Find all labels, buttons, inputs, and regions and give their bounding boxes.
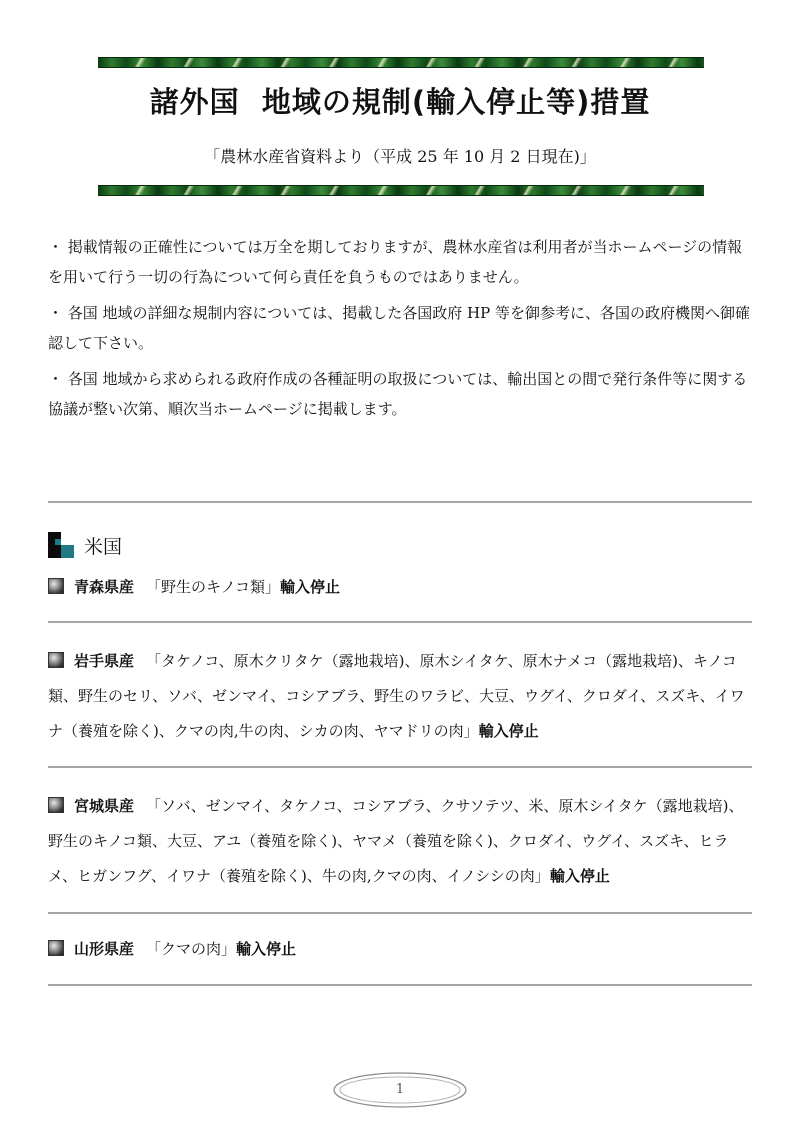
entry-divider: [48, 984, 752, 986]
square-block-icon: [48, 532, 74, 558]
entry-divider: [48, 912, 752, 914]
prefecture-status: 輸入停止: [549, 867, 610, 885]
notice-item: ・ 掲載情報の正確性については万全を期しておりますが、農林水産省は利用者が当ホームページの情報を用いて行う一切の行為について何ら責任を負うものではありません。: [48, 238, 743, 286]
square-bullet-icon: [48, 578, 64, 594]
decorative-bar-bottom: [98, 185, 704, 196]
notice-item: ・ 各国 地域から求められる政府作成の各種証明の取扱については、輸出国との間で発行条件等に関する協議が整い次第、順次当ホームページに掲載します。: [48, 370, 748, 418]
page-number-badge: [331, 1070, 469, 1110]
notice-list: [48, 232, 754, 430]
prefecture-name: 山形県産: [74, 940, 135, 958]
entry-divider: [48, 766, 752, 768]
decorative-bar-top: [98, 57, 704, 68]
country-name: 米国: [84, 535, 123, 558]
prefecture-entry: [48, 644, 754, 749]
prefecture-items: 「クマの肉」: [146, 940, 237, 958]
page-title: 諸外国 地域の規制(輸入停止等)措置: [149, 85, 651, 119]
prefecture-entry: [48, 789, 754, 894]
page-number: 1: [395, 1082, 405, 1097]
prefecture-items: 「タケノコ、原木クリタケ（露地栽培)、原木シイタケ、原木ナメコ（露地栽培)、キノコ類、野生のセリ、ソバ、ゼンマイ、コシアブラ、野生のワラビ、大豆、ウグイ、クロダイ、スズキ、イワナ（養殖を除く)、クマの肉,牛の肉、シカの肉、ヤマドリの肉」: [48, 652, 745, 740]
country-heading: [48, 530, 122, 560]
prefecture-status: 輸入停止: [478, 722, 539, 740]
prefecture-name: 岩手県産: [74, 652, 135, 670]
page-subtitle: 「農林水産省資料より（平成 25 年 10 月 2 日現在)」: [204, 147, 596, 166]
prefecture-name: 青森県産: [74, 578, 135, 596]
prefecture-name: 宮城県産: [74, 797, 135, 815]
prefecture-status: 輸入停止: [279, 578, 340, 596]
prefecture-entry: [48, 932, 754, 967]
prefecture-items: 「ソバ、ゼンマイ、タケノコ、コシアブラ、クサソテツ、米、原木シイタケ（露地栽培)、野生のキノコ類、大豆、アユ（養殖を除く)、ヤマメ（養殖を除く)、クロダイ、ウグイ、スズキ、ヒラメ、ヒガンフグ、イワナ（養殖を除く)、牛の肉,クマの肉、イノシシの肉」: [48, 797, 744, 885]
square-bullet-icon: [48, 940, 64, 956]
square-bullet-icon: [48, 652, 64, 668]
prefecture-items: 「野生のキノコ類」: [146, 578, 280, 596]
entry-divider: [48, 621, 752, 623]
prefecture-entry: [48, 570, 754, 605]
square-bullet-icon: [48, 797, 64, 813]
prefecture-status: 輸入停止: [236, 940, 297, 958]
notice-item: ・ 各国 地域の詳細な規制内容については、掲載した各国政府 HP 等を御参考に、各国の政府機関へ御確認して下さい。: [48, 304, 750, 352]
section-divider: [48, 501, 752, 503]
